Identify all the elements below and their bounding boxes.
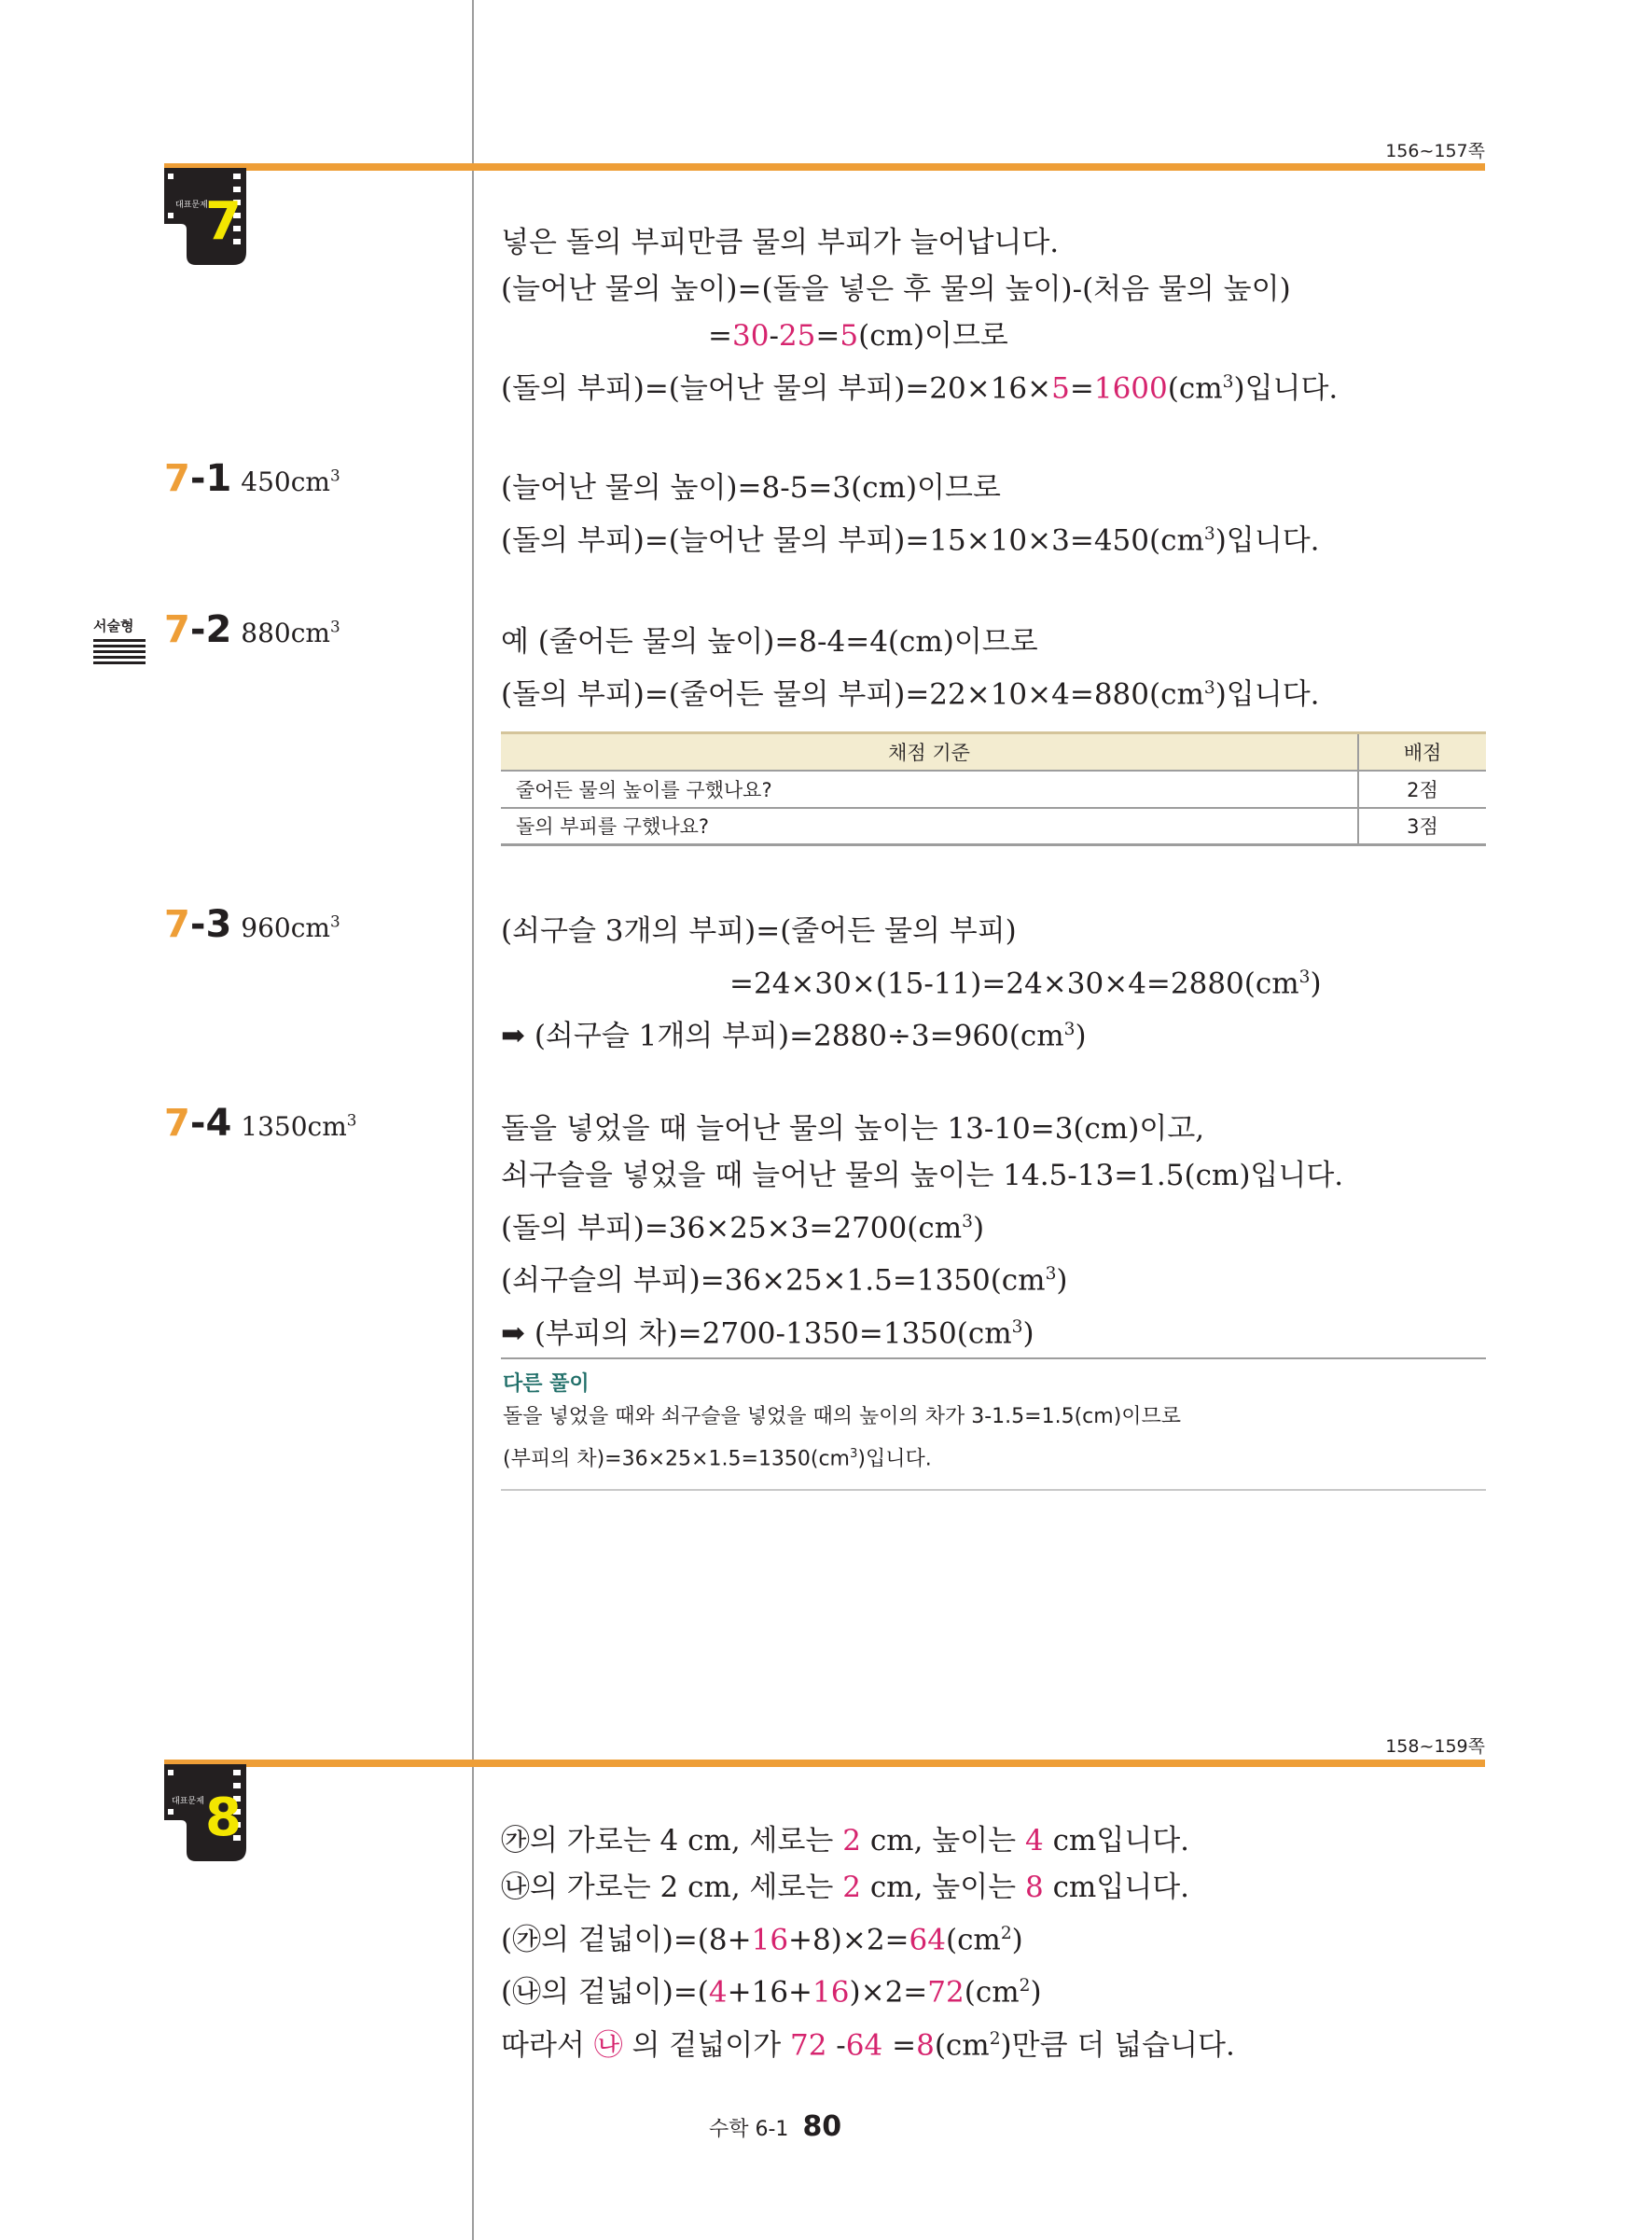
alt-solution-line: (부피의 차)$=36\times 25\times 1.5=1350(cm^3)$입니다.: [503, 1447, 932, 1471]
essay-tag: [93, 616, 146, 664]
lines-icon: [93, 639, 146, 664]
question-number: 7-2: [164, 608, 232, 651]
solution-line: (쇠구슬 3개의 부피)=(줄어든 물의 부피): [501, 914, 1017, 948]
grading-points: 2점: [1407, 778, 1438, 801]
solution-8: [501, 1817, 1235, 2068]
grading-header-points: 배점: [1403, 741, 1442, 764]
page-number: 80: [802, 2110, 842, 2143]
question-7-2-label: [164, 608, 340, 651]
solution-line: =30-25=5(cm)이므로: [708, 319, 1008, 353]
grading-criteria: 줄어든 물의 높이를 구했나요?: [501, 771, 1358, 808]
svg-text:7: 7: [205, 191, 242, 252]
section-rule-7: [164, 163, 1485, 171]
grading-table-wrap: [501, 731, 1486, 846]
grading-table: [501, 731, 1486, 846]
page-ref-156: 156~157쪽: [1385, 141, 1485, 161]
answer: $450cm^3$: [241, 466, 340, 497]
page-footer: [709, 2110, 841, 2143]
solution-line: (㉮의 겉넓이)$=(8+16+8)\times 2=64(cm^2)$: [501, 1923, 1023, 1957]
solution-line: ㉯의 가로는 2 cm, 세로는 2 cm, 높이는 8 cm입니다.: [501, 1871, 1190, 1904]
question-7-1-label: [164, 457, 340, 500]
grading-row: [501, 808, 1486, 845]
solution-line: (쇠구슬의 부피)$=36\times 25\times 1.5=1350(cm^3)$: [501, 1263, 1068, 1298]
alt-solution: [503, 1368, 1181, 1478]
page-ref-158: 158~159쪽: [1385, 1736, 1485, 1757]
solution-7: [501, 219, 1338, 411]
column-divider: [472, 0, 474, 2240]
question-7-3-label: [164, 903, 340, 946]
grading-header-row: [501, 733, 1486, 771]
alt-solution-title: 다른 풀이: [503, 1372, 590, 1396]
svg-text:대표문제: 대표문제: [175, 201, 208, 210]
solution-line: ➡ (부피의 차)$=2700-1350=1350(cm^3)$: [501, 1315, 1034, 1350]
solution-line: ㉮의 가로는 4 cm, 세로는 2 cm, 높이는 4 cm입니다.: [501, 1824, 1190, 1857]
solution-7-2: [501, 619, 1320, 717]
solution-line: (늘어난 물의 높이)=8-5=3(cm)이므로: [501, 471, 1001, 505]
answer: $880cm^3$: [241, 617, 340, 648]
solution-line: 돌을 넣었을 때 늘어난 물의 높이는 13-10=3(cm)이고,: [501, 1112, 1205, 1146]
question-number: 7-3: [164, 903, 232, 946]
section-rule-8: [164, 1760, 1485, 1767]
solution-7-1: [501, 465, 1320, 563]
svg-text:8: 8: [205, 1788, 242, 1848]
solution-line: (돌의 부피)=(늘어난 물의 부피)$=20\times 16\times 5=1600(cm^3)$입니다.: [501, 371, 1339, 406]
solution-line: $=24\times 30\times(15-11)=24\times 30\times 4=2880(cm^3)$: [729, 967, 1322, 1001]
solution-line: (돌의 부피)=(줄어든 물의 부피)$=22\times 10\times 4=880(cm^3)$입니다.: [501, 677, 1320, 712]
footer-subject: 수학 6-1: [709, 2118, 789, 2141]
alt-solution-bottom-rule: [501, 1489, 1486, 1491]
grading-points: 3점: [1407, 815, 1438, 839]
grading-header-criteria: 채점 기준: [501, 733, 1358, 771]
solution-line: 쇠구슬을 넣었을 때 늘어난 물의 높이는 14.5-13=1.5(cm)입니다.: [501, 1159, 1344, 1192]
solution-7-4: [501, 1106, 1343, 1357]
question-number: 7-1: [164, 457, 232, 500]
badge-8: [164, 1764, 246, 1861]
solution-line: 넣은 돌의 부피만큼 물의 부피가 늘어납니다.: [501, 226, 1060, 259]
alt-solution-line: 돌을 넣었을 때와 쇠구슬을 넣었을 때의 높이의 차가 3-1.5=1.5(cm)이므로: [503, 1405, 1182, 1428]
essay-tag-label: 서술형: [93, 618, 134, 634]
solution-line: 따라서 ㉯ 의 겉넓이가 72 $-64 =8(cm^2)$만큼 더 넓습니다.: [501, 2027, 1235, 2062]
film-badge-icon: [164, 1764, 246, 1861]
grading-criteria: 돌의 부피를 구했나요?: [501, 808, 1358, 845]
alt-solution-top-rule: [501, 1357, 1486, 1359]
solution-line: (늘어난 물의 높이)=(돌을 넣은 후 물의 높이)-(처음 물의 높이): [501, 272, 1291, 306]
solution-7-3: [501, 908, 1322, 1060]
svg-text:대표문제: 대표문제: [172, 1797, 204, 1806]
film-badge-icon: [164, 168, 246, 265]
solution-line: (㉯의 겉넓이)$=(4+16+16)\times 2=72(cm^2)$: [501, 1975, 1042, 2010]
question-number: 7-4: [164, 1102, 232, 1145]
grading-row: [501, 771, 1486, 808]
answer: $960cm^3$: [241, 911, 340, 943]
solution-line: (돌의 부피)=(늘어난 물의 부피)$=15\times 10\times 3=450(cm^3)$입니다.: [501, 523, 1320, 558]
badge-7: [164, 168, 246, 265]
solution-line: (돌의 부피)$=36\times 25\times 3=2700(cm^3)$: [501, 1211, 985, 1245]
solution-line: ➡ (쇠구슬 1개의 부피)$=2880\div 3=960(cm^3)$: [501, 1019, 1087, 1053]
answer: $1350cm^3$: [241, 1110, 357, 1142]
solution-line: 예 (줄어든 물의 높이)=8-4=4(cm)이므로: [501, 625, 1038, 659]
question-7-4-label: [164, 1102, 356, 1145]
